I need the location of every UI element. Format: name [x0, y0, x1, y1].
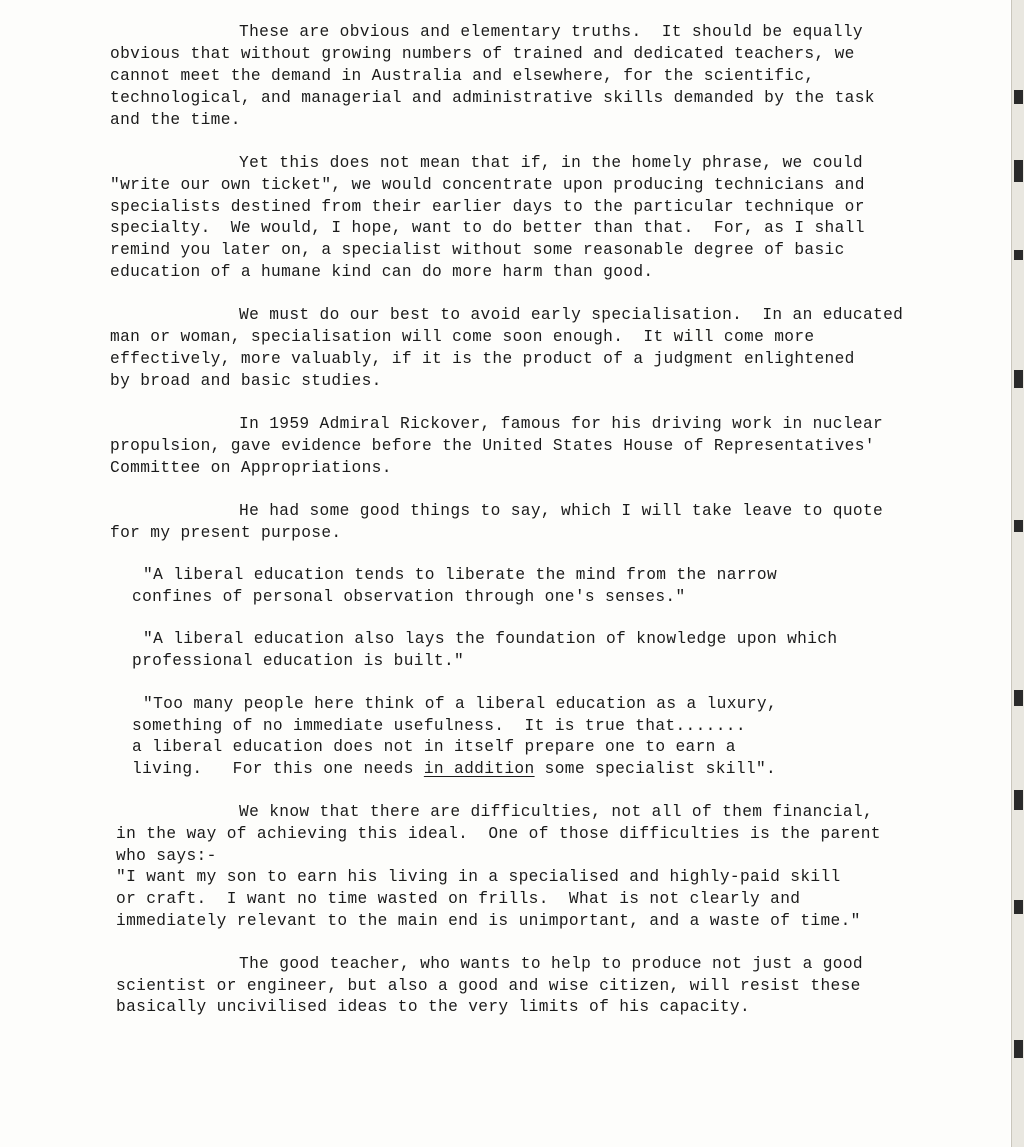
paragraph-2-line-3: specialists destined from their earlier days to the particular technique or [110, 198, 865, 216]
edge-mark [1014, 160, 1023, 182]
paragraph-3-line-4: by broad and basic studies. [110, 372, 382, 390]
edge-mark [1014, 370, 1023, 388]
edge-mark [1014, 690, 1023, 706]
edge-mark [1014, 520, 1023, 532]
paragraph-4-line-1: In 1959 Admiral Rickover, famous for his driving work in nuclear [239, 415, 884, 433]
quote-2-line-2: professional education is built." [132, 652, 465, 670]
paragraph-7-line-3: basically uncivilised ideas to the very limits of his capacity. [116, 998, 751, 1016]
paragraph-2-line-1: Yet this does not mean that if, in the homely phrase, we could [239, 154, 863, 172]
paragraph-6-line-3: who says:- [116, 847, 217, 865]
paragraph-4-line-3: Committee on Appropriations. [110, 459, 392, 477]
quote-3-line-4 [132, 759, 776, 779]
quote-1-line-2: confines of personal observation through one's senses." [132, 588, 686, 606]
paragraph-6-line-2: in the way of achieving this ideal. One of those difficulties is the parent [116, 825, 881, 843]
paragraph-2-line-6: education of a humane kind can do more harm than good. [110, 263, 654, 281]
paragraph-6-line-5: or craft. I want no time wasted on frills. What is not clearly and [116, 890, 801, 908]
quote-3-line-1: "Too many people here think of a liberal education as a luxury, [143, 695, 778, 713]
paragraph-6-line-6: immediately relevant to the main end is unimportant, and a waste of time." [116, 912, 861, 930]
paragraph-2-line-5: remind you later on, a specialist without some reasonable degree of basic [110, 241, 845, 259]
paragraph-1-line-1: These are obvious and elementary truths. It should be equally [239, 23, 863, 41]
paragraph-1-line-2: obvious that without growing numbers of trained and dedicated teachers, we [110, 45, 855, 63]
quote-2-line-1: "A liberal education also lays the foundation of knowledge upon which [143, 630, 838, 648]
edge-mark [1014, 900, 1023, 914]
paragraph-7-line-1: The good teacher, who wants to help to produce not just a good [239, 955, 863, 973]
paragraph-3-line-3: effectively, more valuably, if it is the product of a judgment enlightened [110, 350, 855, 368]
edge-mark [1014, 790, 1023, 810]
paragraph-1-line-4: technological, and managerial and administrative skills demanded by the task [110, 89, 875, 107]
paragraph-1-line-5: and the time. [110, 111, 241, 129]
paragraph-2-line-2: "write our own ticket", we would concentrate upon producing technicians and [110, 176, 865, 194]
quote-3-line-4-end: some specialist skill". [534, 760, 777, 778]
paragraph-7-line-2: scientist or engineer, but also a good and wise citizen, will resist these [116, 977, 861, 995]
underlined-phrase: in addition [423, 760, 535, 778]
paragraph-3-line-2: man or woman, specialisation will come soon enough. It will come more [110, 328, 815, 346]
paragraph-6-line-1: We know that there are difficulties, not all of them financial, [239, 803, 874, 821]
paragraph-1-line-3: cannot meet the demand in Australia and elsewhere, for the scientific, [110, 67, 815, 85]
page-edge-strip [1011, 0, 1024, 1147]
paragraph-5-line-2: for my present purpose. [110, 524, 342, 542]
paragraph-3-line-1: We must do our best to avoid early specialisation. In an educated [239, 306, 904, 324]
quote-1-line-1: "A liberal education tends to liberate the mind from the narrow [143, 566, 778, 584]
quote-3-line-4-start: living. For this one needs [132, 760, 424, 778]
paragraph-6-line-4: "I want my son to earn his living in a specialised and highly-paid skill [116, 868, 841, 886]
paragraph-2-line-4: specialty. We would, I hope, want to do better than that. For, as I shall [110, 219, 865, 237]
paragraph-4-line-2: propulsion, gave evidence before the United States House of Representatives' [110, 437, 875, 455]
edge-mark [1014, 250, 1023, 260]
edge-mark [1014, 1040, 1023, 1058]
paragraph-5-line-1: He had some good things to say, which I will take leave to quote [239, 502, 884, 520]
quote-3-line-2: something of no immediate usefulness. It is true that....... [132, 717, 746, 735]
quote-3-line-3: a liberal education does not in itself prepare one to earn a [132, 738, 736, 756]
edge-mark [1014, 90, 1023, 104]
